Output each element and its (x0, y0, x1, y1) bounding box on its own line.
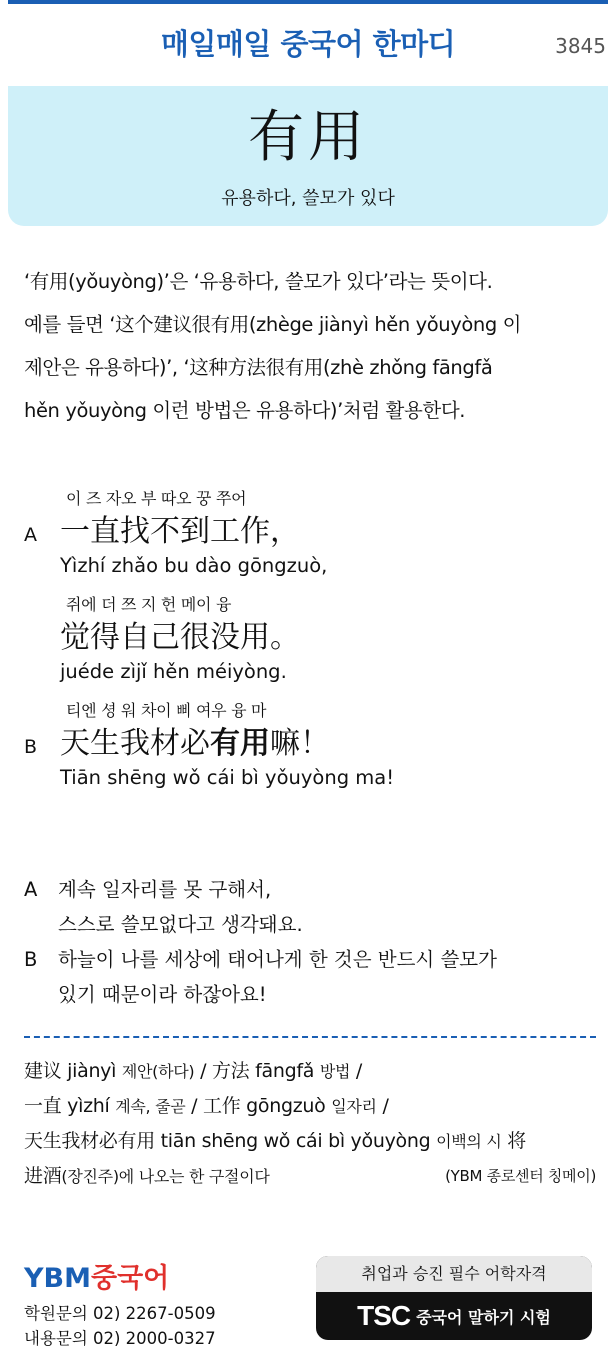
vocab-meaning: 이백의 시 (436, 1132, 502, 1151)
intro-line: 제안은 유용하다)’, ‘这种方法很有用(zhè zhǒng fāngfǎ (24, 356, 493, 379)
headword-panel (8, 86, 608, 226)
intro-line: ‘有用(yǒuyòng)’은 ‘유용하다, 쓸모가 있다’라는 뜻이다. (24, 270, 493, 293)
contact-info (24, 1301, 216, 1351)
vocab-word: 天生我材必有用 tiān shēng wǒ cái bì yǒuyòng (24, 1130, 431, 1152)
brand-chinese: 중국어 (91, 1263, 170, 1294)
series-title: 매일매일 중국어 한마디 (160, 27, 456, 61)
speaker-label: A (24, 878, 38, 901)
headword: 有用 (248, 105, 368, 170)
translation-line (24, 907, 596, 942)
vocab-meaning: 일자리 (331, 1097, 377, 1116)
vocab-meaning: 방법 (319, 1062, 351, 1081)
author-credit: (YBM 종로센터 칭메이) (445, 1167, 596, 1185)
vocab-line (24, 1124, 596, 1159)
brand-logo (24, 1256, 216, 1295)
vocab-line (24, 1159, 596, 1194)
speaker-label: A (24, 524, 37, 546)
pinyin: juéde zìjǐ hěn méiyòng. (60, 660, 287, 683)
brand-ybm: YBM (24, 1263, 91, 1294)
tsc-title: 중국어 말하기 시험 (416, 1307, 551, 1327)
korean-pronunciation: 이 즈 자오 부 따오 꿍 쭈어 (66, 489, 247, 508)
speaker-label (24, 977, 58, 1012)
intro-line: 예를 들면 ‘这个建议很有用(zhège jiànyì hěn yǒuyòng 이 (24, 313, 522, 336)
translation (24, 872, 596, 1012)
vocabulary-notes (24, 1054, 596, 1194)
vocab-separator: / (191, 1095, 198, 1117)
vocab-word: 工作 gōngzuò (203, 1095, 326, 1117)
vocab-separator: / (355, 1060, 363, 1082)
headword-meaning: 유용하다, 쓸모가 있다 (221, 188, 395, 209)
chinese-emphasis: 有用 (210, 726, 270, 761)
dialogue (24, 486, 604, 804)
dialogue-turn (24, 486, 604, 580)
content-phone: 내용문의 02) 2000-0327 (24, 1329, 216, 1348)
vocab-meaning: 계속, 줄곧 (115, 1097, 186, 1116)
chinese-text: 嘛！ (270, 726, 330, 761)
pinyin: Tiān shēng wǒ cái bì yǒuyòng ma! (60, 766, 395, 789)
chinese-text: 觉得自己很没用。 (60, 620, 300, 655)
vocab-word: 进酒 (24, 1165, 62, 1187)
speaker-label: B (24, 948, 38, 971)
top-rule (8, 0, 608, 4)
korean-pronunciation: 쥐에 더 쯔 지 헌 메이 융 (66, 595, 232, 614)
translation-text: 있기 때문이라 하잖아요! (58, 983, 267, 1006)
issue-number: 3845 (555, 34, 606, 58)
intro-line: hěn yǒuyòng 이런 방법은 유용하다)’처럼 활용한다. (24, 399, 466, 422)
tsc-advert (316, 1256, 592, 1340)
vocab-line (24, 1054, 596, 1089)
vocab-separator: / (200, 1060, 207, 1082)
translation-text: 하늘이 나를 세상에 태어나게 한 것은 반드시 쓸모가 (58, 948, 497, 971)
tsc-logo: TSC (357, 1300, 411, 1331)
vocab-word: 将 (507, 1130, 526, 1152)
translation-line (24, 977, 596, 1012)
pinyin: Yìzhí zhǎo bu dào gōngzuò, (60, 554, 328, 577)
vocab-meaning: (장진주)에 나오는 한 구절이다 (61, 1167, 270, 1186)
translation-line (24, 942, 596, 977)
chinese-sentence (60, 512, 604, 552)
translation-text: 계속 일자리를 못 구해서, (58, 878, 272, 901)
korean-pronunciation: 티엔 셩 워 차이 삐 여우 융 마 (66, 701, 267, 720)
intro-paragraph (24, 260, 598, 432)
academy-phone: 학원문의 02) 2267-0509 (24, 1304, 216, 1323)
vocab-word: 一直 yìzhí (24, 1095, 110, 1117)
chinese-sentence (60, 724, 604, 764)
vocab-word: 方法 fāngfǎ (211, 1060, 315, 1082)
dashed-divider (24, 1036, 596, 1038)
tsc-tagline: 취업과 승진 필수 어학자격 (316, 1256, 592, 1292)
dialogue-turn (24, 698, 604, 792)
translation-line (24, 872, 596, 907)
speaker-label (24, 907, 58, 942)
tsc-banner (316, 1292, 592, 1340)
speaker-label: B (24, 736, 38, 758)
dialogue-turn (24, 592, 604, 686)
vocab-word: 建议 jiànyì (24, 1060, 117, 1082)
footer-brand-block (24, 1256, 216, 1351)
chinese-text: 天生我材必 (60, 726, 210, 761)
chinese-text: 一直找不到工作， (60, 514, 300, 549)
chinese-sentence (60, 618, 604, 658)
translation-text: 스스로 쓸모없다고 생각돼요. (58, 913, 303, 936)
vocab-line (24, 1089, 596, 1124)
vocab-meaning: 제안(하다) (121, 1062, 195, 1081)
vocab-separator: / (382, 1095, 389, 1117)
